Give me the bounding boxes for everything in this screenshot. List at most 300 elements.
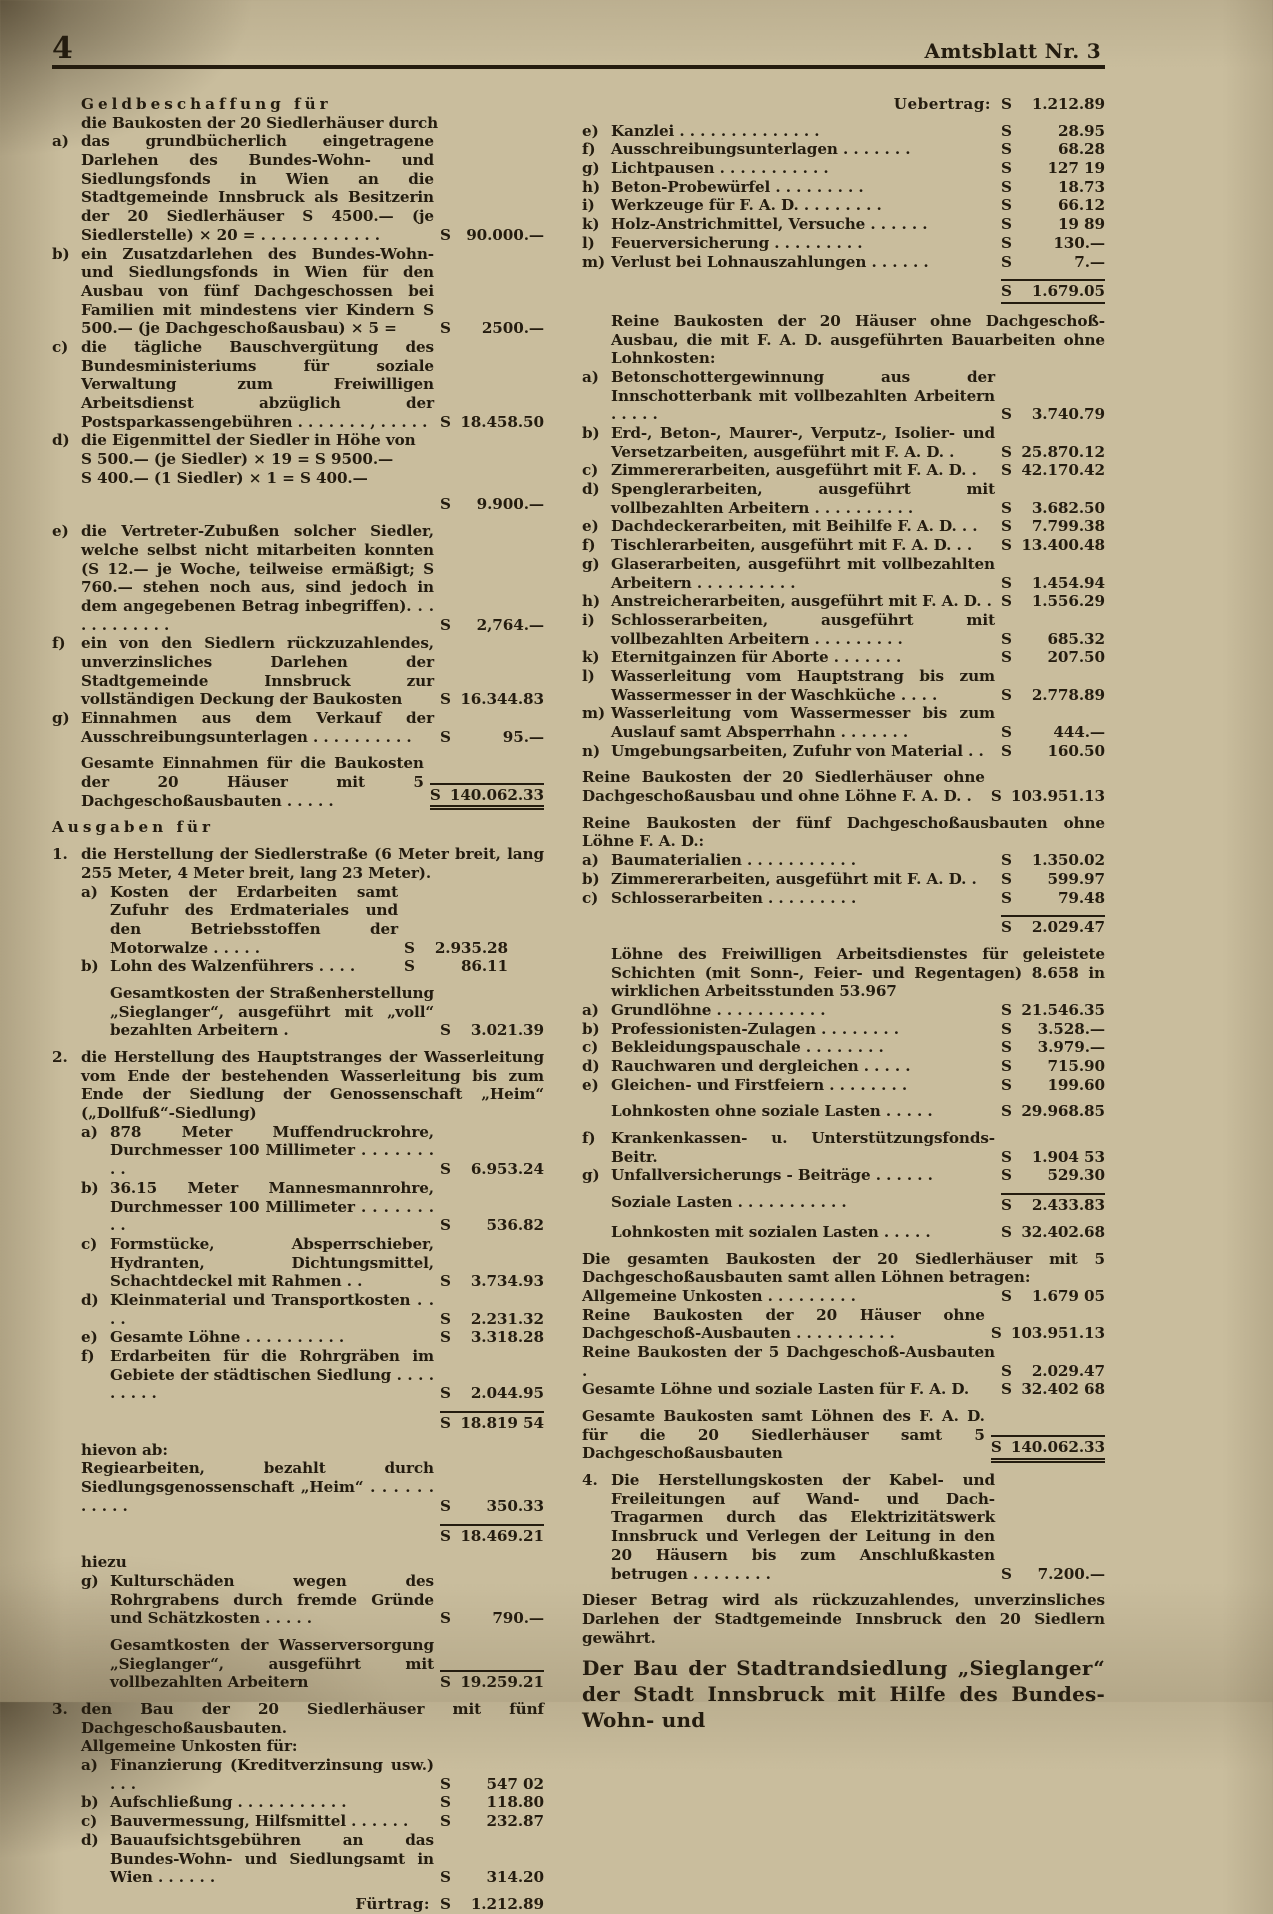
item-text: Die gesamten Baukosten der 20 Siedlerhäuser mit 5 Dachgeschoßausbauten samt allen Löhnen betragen: bbox=[582, 1249, 1105, 1287]
amount-group bbox=[1001, 1148, 1105, 1167]
currency-symbol: S bbox=[440, 727, 451, 746]
ledger-item bbox=[52, 1179, 544, 1235]
amount-value: 6.953.24 bbox=[470, 1160, 544, 1179]
amount-value: 1.350.02 bbox=[1031, 851, 1105, 870]
ledger-item bbox=[52, 1291, 544, 1328]
currency-symbol: S bbox=[990, 787, 1002, 806]
column-left bbox=[52, 95, 544, 1914]
ledger-item bbox=[52, 1831, 544, 1887]
currency-symbol: S bbox=[1001, 1102, 1012, 1121]
ledger-line bbox=[582, 1343, 1105, 1380]
column-right bbox=[582, 95, 1105, 1733]
total-row-lohnkosten bbox=[582, 1102, 1105, 1121]
item-marker: g) bbox=[582, 1166, 600, 1185]
amount-value: 9.900.— bbox=[476, 495, 544, 514]
item-marker: f) bbox=[52, 634, 66, 653]
item-marker: b) bbox=[582, 1019, 600, 1038]
item-text: Rauchwaren und dergleichen . . . . . bbox=[611, 1057, 911, 1075]
ledger-item bbox=[52, 1793, 544, 1812]
item-marker: b) bbox=[582, 869, 600, 888]
amount-group bbox=[1001, 592, 1105, 611]
amount-group bbox=[1001, 1057, 1105, 1076]
item-text: Kulturschäden wegen des Rohrgrabens durch fremde Gründe und Schätzkosten . . . . . bbox=[110, 1571, 434, 1628]
item-marker: k) bbox=[582, 215, 600, 234]
amount-value: 7.799.38 bbox=[1031, 517, 1105, 536]
currency-symbol: S bbox=[440, 495, 451, 514]
item-text: Geldbeschaffung für bbox=[81, 95, 332, 113]
item-marker: d) bbox=[582, 480, 600, 499]
item-marker: a) bbox=[582, 1000, 599, 1019]
item-text: 36.15 Meter Mannesmannrohre, Durchmesser 100 Millimeter . . . . . . . . . bbox=[110, 1178, 434, 1235]
amount-group bbox=[1001, 95, 1105, 114]
item-marker: c) bbox=[81, 1812, 98, 1831]
ledger-line bbox=[582, 1250, 1105, 1287]
currency-symbol: S bbox=[440, 1272, 451, 1291]
ledger-item bbox=[582, 215, 1105, 234]
amount-group bbox=[1001, 196, 1105, 215]
amount-group bbox=[1001, 851, 1105, 870]
amount-value: 536.82 bbox=[486, 1216, 544, 1235]
item-text: die Baukosten der 20 Siedlerhäuser durch bbox=[81, 113, 439, 132]
currency-symbol: S bbox=[440, 1496, 451, 1515]
item-text: Lohnkosten mit sozialen Lasten . . . . . bbox=[611, 1222, 931, 1241]
currency-symbol: S bbox=[440, 319, 451, 338]
ledger-line bbox=[582, 814, 1105, 851]
amount-value: 68.28 bbox=[1057, 140, 1105, 159]
item-text: Grundlöhne . . . . . . . . . . . bbox=[611, 1000, 826, 1019]
amount-group bbox=[1001, 915, 1105, 937]
ledger-item bbox=[582, 1076, 1105, 1095]
ledger-item bbox=[52, 1235, 544, 1291]
item-text: Krankenkassen- u. Unterstützungsfonds-Beitr. bbox=[611, 1129, 995, 1166]
currency-symbol: S bbox=[1001, 1286, 1012, 1305]
ledger-item bbox=[582, 648, 1105, 667]
ledger-item bbox=[582, 461, 1105, 480]
item-text: Kleinmaterial und Transportkosten . . . . bbox=[110, 1290, 434, 1328]
ledger-item bbox=[52, 1328, 544, 1347]
item-text: Reine Baukosten der 20 Häuser ohne Dachgeschoß-Ausbauten . . . . . . . . . . bbox=[582, 1305, 985, 1343]
item-text: Einnahmen aus dem Verkauf der Ausschreibungsunterlagen . . . . . . . . . . bbox=[81, 709, 434, 746]
item-text: Spenglerarbeiten, ausgeführt mit vollbezahlten Arbeitern . . . . . . . . . . bbox=[611, 480, 995, 517]
amount-value: 1.212.89 bbox=[1031, 95, 1105, 113]
amount-value: 103.951.13 bbox=[1010, 1324, 1105, 1343]
currency-symbol: S bbox=[440, 1793, 451, 1812]
item-marker: e) bbox=[582, 517, 599, 536]
amount-value: 21.546.35 bbox=[1021, 1000, 1105, 1019]
amount-value: 715.90 bbox=[1047, 1057, 1105, 1075]
ledger-item bbox=[582, 140, 1105, 159]
ledger-item bbox=[52, 1123, 544, 1179]
item-text: Wasserleitung vom Wassermesser bis zum Auslauf samt Absperrhahn . . . . . . . bbox=[611, 704, 995, 741]
item-text: Finanzierung (Kreditverzinsung usw.) . . . bbox=[110, 1756, 434, 1793]
ledger-line bbox=[582, 1287, 1105, 1306]
amount-group bbox=[440, 319, 544, 338]
item-text: die Vertreter-Zubußen solcher Siedler, welche selbst nicht mitarbeiten konnten (S 12.— je Woche, teilweise ermäßigt; S 760.— stehen noch aus, sind jedoch in dem angegebenen Betrag inbegriffen). . . . . . . . . . . . bbox=[81, 522, 434, 634]
amount-value: 32.402.68 bbox=[1021, 1222, 1105, 1241]
amount-group bbox=[1001, 1102, 1105, 1121]
ledger-item bbox=[582, 1166, 1105, 1185]
amount-group bbox=[1001, 742, 1105, 761]
amount-value: 103.951.13 bbox=[1010, 787, 1105, 806]
item-marker: b) bbox=[81, 1178, 99, 1197]
amount-value: 28.95 bbox=[1057, 121, 1105, 140]
ledger-item bbox=[582, 196, 1105, 215]
amount-value: 1.679 05 bbox=[1031, 1286, 1105, 1305]
amount-value: 2.029.47 bbox=[1031, 1361, 1105, 1380]
item-text: Werkzeuge für F. A. D. . . . . . . . . bbox=[611, 196, 882, 215]
amount-group bbox=[1001, 889, 1105, 908]
amount-value: 314.20 bbox=[486, 1868, 544, 1887]
item-marker: i) bbox=[582, 610, 595, 629]
amount-value: 18.819 54 bbox=[460, 1414, 544, 1433]
amount-group bbox=[440, 1328, 544, 1347]
amount-value: 2500.— bbox=[481, 319, 544, 338]
item-text: Reine Baukosten der 5 Dachgeschoß-Ausbauten . bbox=[582, 1342, 995, 1380]
ledger-item bbox=[52, 338, 544, 431]
item-text: Lohn des Walzenführers . . . . bbox=[110, 957, 356, 976]
ledger-item bbox=[582, 592, 1105, 611]
amount-value: 3.734.93 bbox=[470, 1272, 544, 1291]
item-text: Gesamte Baukosten samt Löhnen des F. A. D. für die 20 Siedlerhäuser samt 5 Dachgeschoßausbauten bbox=[582, 1407, 985, 1463]
ledger-item bbox=[582, 1038, 1105, 1057]
ledger-line bbox=[52, 984, 544, 1040]
item-marker: a) bbox=[81, 882, 98, 901]
item-text: Bekleidungspauschale . . . . . . . . bbox=[611, 1038, 884, 1057]
item-text: die Herstellung der Siedlerstraße (6 Meter breit, lang 255 Meter, 4 Meter breit, lang 23 Meter). bbox=[81, 845, 544, 882]
amount-group bbox=[991, 787, 1105, 806]
amount-value: 232.87 bbox=[486, 1812, 544, 1831]
currency-symbol: S bbox=[440, 1309, 451, 1328]
currency-symbol: S bbox=[440, 225, 451, 244]
amount-value: 3.021.39 bbox=[470, 1021, 544, 1040]
amount-group bbox=[404, 957, 508, 976]
item-marker: l) bbox=[582, 666, 595, 685]
item-text: Tischlerarbeiten, ausgeführt mit F. A. D. . . bbox=[611, 536, 973, 555]
currency-symbol: S bbox=[429, 785, 441, 804]
amount-value: 3.528.— bbox=[1037, 1019, 1105, 1038]
item-marker: g) bbox=[582, 159, 600, 178]
amount-value: 3.682.50 bbox=[1031, 498, 1105, 517]
currency-symbol: S bbox=[1001, 1038, 1012, 1057]
ledger-item bbox=[52, 431, 544, 450]
currency-symbol: S bbox=[1001, 685, 1012, 704]
two-column-body bbox=[52, 95, 1105, 1914]
item-text: Uebertrag: bbox=[893, 95, 991, 113]
ledger-item bbox=[582, 667, 1105, 704]
amount-value: 1.212.89 bbox=[470, 1894, 544, 1913]
ledger-item bbox=[52, 634, 544, 709]
item-marker: f) bbox=[582, 1129, 596, 1148]
currency-symbol: S bbox=[1001, 741, 1012, 760]
amount-value: 19.259.21 bbox=[460, 1673, 544, 1692]
item-text: Zimmererarbeiten, ausgeführt mit F. A. D. . bbox=[611, 461, 977, 480]
amount-group bbox=[1001, 279, 1105, 304]
ledger-item bbox=[582, 234, 1105, 253]
amount-group bbox=[1001, 159, 1105, 178]
currency-symbol: S bbox=[440, 412, 451, 431]
item-text: Erdarbeiten für die Rohrgräben im Gebiete der städtischen Siedlung . . . . . . . . . bbox=[110, 1347, 434, 1403]
ledger-item bbox=[582, 480, 1105, 517]
amount-value: 25.870.12 bbox=[1021, 442, 1105, 461]
amount-value: 444.— bbox=[1053, 723, 1105, 741]
item-text: Zimmererarbeiten, ausgeführt mit F. A. D. . bbox=[611, 869, 977, 888]
item-text: Allgemeine Unkosten für: bbox=[81, 1737, 298, 1756]
ledger-item bbox=[582, 178, 1105, 197]
total-row-soziale-lasten bbox=[582, 1193, 1105, 1215]
currency-symbol: S bbox=[1001, 140, 1012, 159]
amount-group bbox=[1001, 499, 1105, 518]
ledger-item bbox=[52, 1347, 544, 1403]
currency-symbol: S bbox=[440, 1673, 451, 1692]
item-marker: c) bbox=[582, 1038, 599, 1057]
amount-value: 2.044.95 bbox=[470, 1384, 544, 1403]
item-marker: i) bbox=[582, 196, 595, 215]
item-marker: b) bbox=[582, 424, 600, 442]
item-text: Beton-Probewürfel . . . . . . . . . bbox=[611, 177, 864, 196]
item-text: Lohnkosten ohne soziale Lasten . . . . . bbox=[611, 1102, 933, 1121]
item-marker: 4. bbox=[582, 1471, 598, 1490]
item-text: Gesamte Löhne und soziale Lasten für F. A. D. bbox=[582, 1380, 970, 1399]
currency-symbol: S bbox=[1001, 1166, 1012, 1185]
item-text: Allgemeine Unkosten . . . . . . . . . bbox=[582, 1286, 856, 1305]
amount-group bbox=[440, 413, 544, 432]
currency-symbol: S bbox=[1001, 95, 1012, 113]
item-text: Baumaterialien . . . . . . . . . . . bbox=[611, 851, 856, 870]
item-text: Reine Baukosten der fünf Dachgeschoßausbauten ohne Löhne F. A. D.: bbox=[582, 813, 1105, 851]
amount-group bbox=[440, 1609, 544, 1628]
item-marker: f) bbox=[582, 140, 596, 159]
item-text: hievon ab: bbox=[81, 1440, 168, 1459]
amount-value: 2.778.89 bbox=[1031, 685, 1105, 704]
item-text: Bauvermessung, Hilfsmittel . . . . . . bbox=[110, 1812, 409, 1831]
ledger-item bbox=[52, 1812, 544, 1831]
item-marker: d) bbox=[81, 1830, 99, 1849]
amount-group bbox=[1001, 178, 1105, 197]
section-heading-ausgaben bbox=[52, 818, 544, 837]
currency-symbol: S bbox=[1001, 461, 1012, 480]
currency-symbol: S bbox=[440, 1216, 451, 1235]
amount-value: 529.30 bbox=[1047, 1166, 1105, 1185]
amount-group bbox=[1001, 870, 1105, 889]
amount-value: 160.50 bbox=[1047, 741, 1105, 760]
item-text: Kanzlei . . . . . . . . . . . . . . bbox=[611, 121, 820, 140]
item-marker: e) bbox=[81, 1328, 98, 1347]
amount-group bbox=[1001, 1020, 1105, 1039]
amount-value: 1.679.05 bbox=[1031, 282, 1105, 301]
item-text: den Bau der 20 Siedlerhäuser mit fünf Dachgeschoßausbauten. bbox=[81, 1700, 544, 1737]
ledger-item bbox=[582, 1057, 1105, 1076]
currency-symbol: S bbox=[440, 1526, 451, 1545]
item-text: Regiearbeiten, bezahlt durch Siedlungsgenossenschaft „Heim“ . . . . . . . . . . . bbox=[81, 1459, 434, 1515]
ledger-line bbox=[582, 1591, 1105, 1647]
item-text: Professionisten-Zulagen . . . . . . . . bbox=[611, 1019, 899, 1038]
amount-group bbox=[440, 1384, 544, 1403]
item-text: Wasserleitung vom Hauptstrang bis zum Wassermesser in der Waschküche . . . . bbox=[611, 666, 995, 704]
currency-symbol: S bbox=[1001, 405, 1012, 424]
item-text: Dachdeckerarbeiten, mit Beihilfe F. A. D. . . bbox=[611, 517, 978, 536]
item-text: die Eigenmittel der Siedler in Höhe von bbox=[81, 431, 416, 450]
item-text: Dieser Betrag wird als rückzuzahlendes, unverzinsliches Darlehen der Stadtgemeinde Innsbruck den 20 Siedlern gewährt. bbox=[582, 1591, 1105, 1647]
amount-group bbox=[440, 690, 544, 709]
amount-group bbox=[440, 1868, 544, 1887]
ledger-line bbox=[52, 1636, 544, 1692]
currency-symbol: S bbox=[1001, 592, 1012, 611]
ledger-item bbox=[582, 851, 1105, 870]
item-text: Aufschließung . . . . . . . . . . . bbox=[110, 1793, 347, 1812]
amount-group bbox=[1001, 1223, 1105, 1242]
ledger-item bbox=[582, 704, 1105, 741]
amount-group bbox=[440, 728, 544, 747]
ledger-item bbox=[582, 122, 1105, 141]
ledger-item bbox=[582, 368, 1105, 424]
item-text: das grundbücherlich eingetragene Darlehen des Bundes-Wohn- und Siedlungsfonds in Wien an die Stadtgemeinde Innsbruck als Besitzerin der 20 Siedlerhäuser S 4500.— (je Siedlerstelle) × 20 = . . . . . . . . . . . . bbox=[81, 132, 434, 244]
amount-group bbox=[1001, 140, 1105, 159]
currency-symbol: S bbox=[1001, 442, 1012, 461]
amount-group bbox=[1001, 1038, 1105, 1057]
currency-symbol: S bbox=[1001, 1361, 1012, 1380]
ledger-line bbox=[52, 1441, 544, 1460]
ledger-line bbox=[52, 450, 544, 469]
amount-group bbox=[440, 495, 544, 514]
amount-group bbox=[440, 1310, 544, 1329]
item-marker: 2. bbox=[52, 1048, 68, 1066]
currency-symbol: S bbox=[1001, 573, 1012, 592]
currency-symbol: S bbox=[440, 1328, 451, 1347]
currency-symbol: S bbox=[1001, 1019, 1012, 1038]
amount-group bbox=[1001, 648, 1105, 667]
currency-symbol: S bbox=[1001, 536, 1012, 555]
page-number: 4 bbox=[52, 31, 73, 66]
item-text: Glaserarbeiten, ausgeführt mit vollbezahlten Arbeitern . . . . . . . . . . bbox=[611, 554, 995, 592]
amount-group bbox=[1001, 574, 1105, 593]
item-text: Unfallversicherungs - Beiträge . . . . . . bbox=[611, 1166, 933, 1185]
amount-group bbox=[440, 1812, 544, 1831]
currency-symbol: S bbox=[1001, 648, 1012, 667]
amount-value: 118.80 bbox=[486, 1793, 544, 1812]
item-marker: e) bbox=[52, 522, 69, 541]
section-heading-geldbeschaffung bbox=[52, 95, 544, 114]
ledger-line bbox=[52, 114, 544, 133]
currency-symbol: S bbox=[1001, 1380, 1012, 1399]
item-marker: d) bbox=[81, 1290, 99, 1309]
ledger-line bbox=[582, 768, 1105, 805]
amount-value: 7.— bbox=[1074, 252, 1105, 271]
ledger-item bbox=[582, 536, 1105, 555]
amount-group bbox=[1001, 630, 1105, 649]
amount-value: 1.556.29 bbox=[1031, 592, 1105, 611]
ledger-item bbox=[52, 1700, 544, 1737]
ledger-item bbox=[582, 424, 1105, 461]
currency-symbol: S bbox=[990, 1438, 1002, 1457]
amount-group bbox=[1001, 461, 1105, 480]
currency-symbol: S bbox=[1001, 517, 1012, 536]
ledger-item bbox=[52, 245, 544, 338]
amount-group bbox=[440, 616, 544, 635]
amount-value: 1.904 53 bbox=[1031, 1147, 1105, 1166]
currency-symbol: S bbox=[440, 1868, 451, 1887]
amount-value: 29.968.85 bbox=[1021, 1102, 1105, 1121]
currency-symbol: S bbox=[1001, 888, 1012, 907]
currency-symbol: S bbox=[1001, 1057, 1012, 1075]
item-text: die tägliche Bauschvergütung des Bundesministeriums für soziale Verwaltung zum Freiwilligen Arbeitsdienst abzüglich der Postsparkassengebühren . . . . . . . , . . . . . bbox=[81, 337, 434, 431]
item-text: Soziale Lasten . . . . . . . . . . . bbox=[611, 1193, 847, 1212]
ledger-item bbox=[582, 555, 1105, 592]
item-text: Ausschreibungsunterlagen . . . . . . . bbox=[611, 140, 911, 159]
document-page bbox=[52, 0, 1105, 1914]
amount-value: 90.000.— bbox=[466, 225, 544, 244]
subtotal-row bbox=[582, 915, 1105, 937]
currency-symbol: S bbox=[440, 690, 451, 709]
currency-symbol: S bbox=[1001, 869, 1012, 888]
item-marker: d) bbox=[52, 431, 70, 450]
item-text: Betonschottergewinnung aus der Innschotterbank mit vollbezahlten Arbeitern . . . . . bbox=[611, 367, 995, 424]
subtotal-row bbox=[582, 279, 1105, 304]
ledger-item bbox=[52, 845, 544, 882]
amount-value: 2.433.83 bbox=[1031, 1196, 1105, 1215]
currency-symbol: S bbox=[990, 1324, 1002, 1343]
amount-group bbox=[1001, 215, 1105, 234]
amount-group bbox=[440, 226, 544, 245]
ledger-item bbox=[582, 159, 1105, 178]
ledger-item bbox=[52, 957, 544, 976]
currency-symbol: S bbox=[1001, 1147, 1012, 1166]
item-text: die Herstellung des Hauptstranges der Wasserleitung vom Ende der bestehenden Wasserleitung bis zum Ende der Siedlung der Genossenschaft „Heim“ („Dollfuß“-Siedlung) bbox=[81, 1048, 544, 1123]
item-text: Gesamte Löhne . . . . . . . . . . bbox=[110, 1328, 345, 1347]
amount-group bbox=[1001, 686, 1105, 705]
amount-value: 7.200.— bbox=[1037, 1564, 1105, 1583]
amount-group bbox=[1001, 1001, 1105, 1020]
item-text: ein Zusatzdarlehen des Bundes-Wohn- und Siedlungsfonds in Wien für den Ausbau von fünf Dachgeschossen bei Familien mit mindestens vier Kindern S 500.— (je Dachgeschoßausbau) × 5 = bbox=[81, 244, 434, 338]
amount-group bbox=[1001, 122, 1105, 141]
item-text: Anstreicherarbeiten, ausgeführt mit F. A. D. . bbox=[611, 592, 992, 611]
currency-symbol: S bbox=[1001, 215, 1012, 234]
amount-value: 95.— bbox=[502, 727, 544, 746]
item-marker: c) bbox=[582, 461, 599, 480]
item-text: Holz-Anstrichmittel, Versuche . . . . . . bbox=[611, 215, 928, 234]
item-text: Formstücke, Absperrschieber, Hydranten, Dichtungsmittel, Schachtdeckel mit Rahmen . . bbox=[110, 1234, 434, 1291]
currency-symbol: S bbox=[1001, 282, 1012, 301]
amount-value: 18.73 bbox=[1057, 177, 1105, 196]
amount-group bbox=[430, 783, 544, 811]
total-row-gesamt bbox=[582, 1407, 1105, 1463]
ledger-line bbox=[582, 945, 1105, 1001]
item-marker: h) bbox=[582, 592, 601, 611]
item-text: Gleichen- und Firstfeiern . . . . . . . . bbox=[611, 1075, 908, 1094]
item-text: 878 Meter Muffendruckrohre, Durchmesser 100 Millimeter . . . . . . . . . bbox=[110, 1122, 434, 1179]
subtotal-row bbox=[52, 1524, 544, 1546]
item-text: Fürtrag: bbox=[355, 1894, 430, 1913]
carry-forward bbox=[52, 1895, 544, 1914]
item-marker: b) bbox=[81, 957, 99, 976]
ledger-item bbox=[582, 253, 1105, 272]
ledger-line bbox=[582, 312, 1105, 368]
ledger-line bbox=[52, 1737, 544, 1756]
amount-value: 599.97 bbox=[1047, 869, 1105, 888]
amount-value: 547 02 bbox=[486, 1774, 544, 1793]
masthead-title: Amtsblatt Nr. 3 bbox=[924, 39, 1101, 64]
amount-group bbox=[440, 1021, 544, 1040]
carry-over bbox=[582, 95, 1105, 114]
item-text: Gesamtkosten der Wasserversorgung „Sieglanger“, ausgeführt mit vollbezahlten Arbeitern bbox=[110, 1635, 434, 1692]
item-text: Lichtpausen . . . . . . . . . . . bbox=[611, 159, 829, 178]
currency-symbol: S bbox=[1001, 1564, 1012, 1583]
currency-symbol: S bbox=[1001, 196, 1012, 215]
amount-group bbox=[440, 1497, 544, 1516]
ledger-item bbox=[582, 611, 1105, 648]
amount-group bbox=[440, 1160, 544, 1179]
currency-symbol: S bbox=[440, 1774, 451, 1793]
item-marker: h) bbox=[582, 177, 601, 196]
